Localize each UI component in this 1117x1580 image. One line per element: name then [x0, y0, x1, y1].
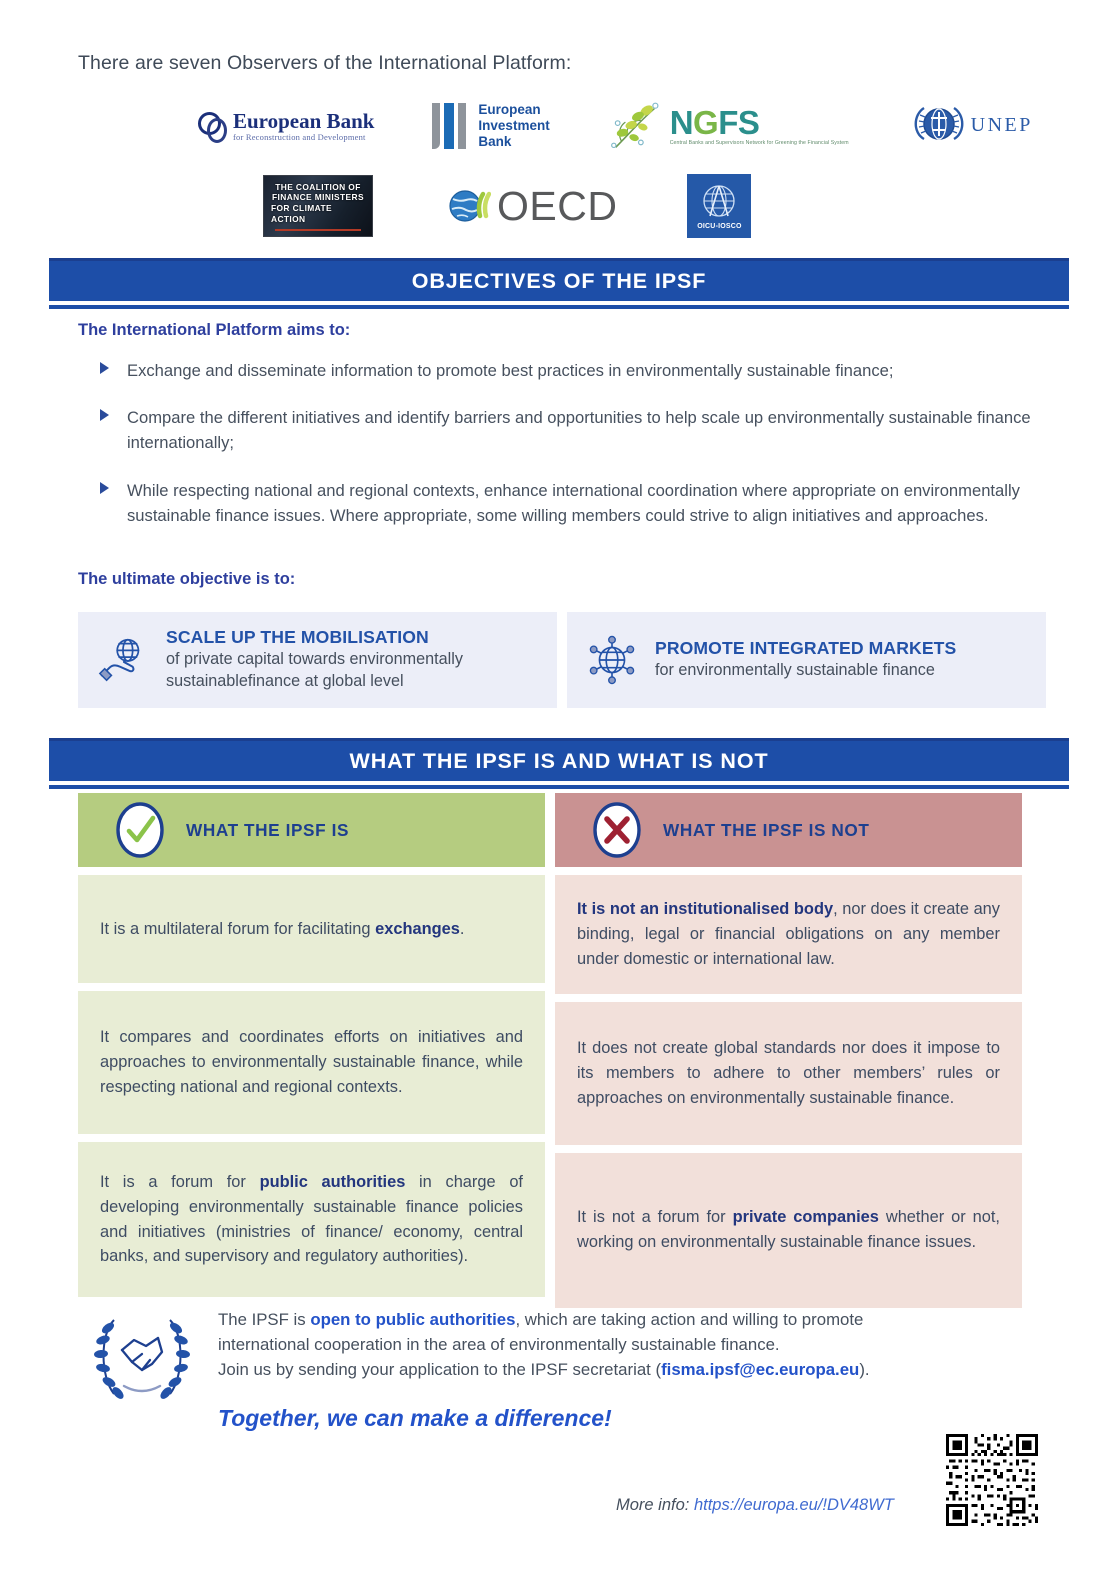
- comparison-table: [78, 793, 1022, 1308]
- objective-card-subtext: of private capital towards environmentally sustainablefinance at global level: [166, 650, 463, 690]
- closing-text-block: [218, 1300, 870, 1432]
- iosco-logo: [687, 174, 751, 238]
- oecd-globe-icon: [443, 182, 491, 230]
- ebrd-subtitle: for Reconstruction and Development: [233, 132, 366, 143]
- handshake-laurel-icon: [88, 1304, 196, 1410]
- comparison-header-is-label: WHAT THE IPSF IS: [186, 819, 350, 840]
- table-row: [555, 1002, 1022, 1145]
- table-row: [555, 1153, 1022, 1308]
- bullet-arrow-icon: [100, 482, 109, 494]
- objectives-banner-title: OBJECTIVES OF THE IPSF: [411, 268, 707, 293]
- table-row: [78, 875, 545, 983]
- comparison-header-is-not-label: WHAT THE IPSF IS NOT: [663, 819, 870, 840]
- coalition-finance-ministers-logo: [263, 175, 373, 237]
- ngfs-letter-g: G: [693, 103, 719, 141]
- closing-line-3-prefix: Join us by sending your application to the IPSF secretariat (: [218, 1359, 662, 1379]
- check-circle-icon: [114, 801, 166, 859]
- qr-code[interactable]: [946, 1434, 1038, 1526]
- closing-line-3: [218, 1358, 870, 1383]
- objectives-bullet-item: [100, 405, 1045, 455]
- objective-card-heading: SCALE UP THE MOBILISATION: [166, 627, 429, 648]
- ngfs-subtitle: Central Banks and Supervisors Network for Greening the Financial System: [669, 139, 849, 146]
- iosco-globe-icon: [698, 182, 740, 222]
- ebrd-title: European Bank: [233, 108, 375, 133]
- closing-line-2: international cooperation in the area of environmentally sustainable finance.: [218, 1334, 780, 1354]
- comparison-column-is: [78, 793, 545, 1308]
- ebrd-mark-icon: [198, 111, 224, 141]
- cell-text-bold: private companies: [732, 1208, 879, 1227]
- comparison-header-is-not: [555, 793, 1022, 867]
- observers-logo-strip: [78, 88, 1038, 244]
- eib-bars-icon: [432, 103, 466, 149]
- ngfs-leaf-icon: [608, 97, 666, 155]
- cell-text-bold: It is not an institutionalised body: [577, 900, 834, 918]
- bullet-arrow-icon: [100, 409, 109, 421]
- eib-line-2: Investment: [478, 118, 550, 134]
- objectives-bullet-item: [100, 478, 1045, 528]
- cell-text-suffix: in charge of developing environmentally sustainable finance policies and initiatives (ministries of finance/ economy, central banks, and supervisory and regulatory authorities).: [100, 1172, 523, 1266]
- coalition-rule: [275, 229, 361, 231]
- iosco-title: OICU-IOSCO: [697, 223, 742, 230]
- more-info-label: More info:: [616, 1496, 694, 1514]
- table-row: [555, 875, 1022, 994]
- hand-holding-globe-icon: [96, 633, 150, 687]
- eib-line-1: European: [478, 102, 541, 118]
- coalition-line-3: FOR CLIMATE ACTION: [271, 203, 332, 224]
- ultimate-objective-lead: The ultimate objective is to:: [78, 570, 296, 588]
- ngfs-letter-n: N: [669, 103, 694, 141]
- comparison-header-is: [78, 793, 545, 867]
- objectives-banner: [49, 258, 1069, 309]
- objective-card-subtext: for environmentally sustainable finance: [655, 661, 935, 680]
- oecd-title: OECD: [497, 182, 618, 229]
- unep-logo: [907, 99, 1033, 153]
- ngfs-logo: [608, 97, 849, 155]
- closing-slogan: Together, we can make a difference!: [218, 1404, 612, 1431]
- objectives-bullet-text: While respecting national and regional contexts, enhance international coordination where appropriate on environmentally sustainable finance issues. Where appropriate, some willing members could strive to align initiatives and approaches.: [127, 480, 1020, 525]
- oecd-logo: [443, 182, 617, 230]
- cross-circle-icon: [591, 801, 643, 859]
- objectives-bullet-item: [100, 358, 1045, 383]
- observers-intro-line: There are seven Observers of the International Platform:: [78, 52, 572, 74]
- objectives-banner-underline: [49, 305, 1069, 309]
- objective-cards: [78, 612, 1046, 708]
- comparison-banner-title: WHAT THE IPSF IS AND WHAT IS NOT: [349, 748, 769, 773]
- objective-card-heading: PROMOTE INTEGRATED MARKETS: [655, 638, 957, 659]
- closing-line-1-prefix: The IPSF is: [218, 1310, 311, 1329]
- table-row: [78, 991, 545, 1134]
- eib-logo: [432, 102, 549, 150]
- cell-text-bold: exchanges: [375, 919, 460, 938]
- cell-text-prefix: It is not a forum for: [577, 1208, 733, 1227]
- objectives-bullet-text: Exchange and disseminate information to promote best practices in environmentally sustainable finance;: [127, 361, 894, 380]
- cell-text-suffix: whether or not, working on environmentally sustainable finance issues.: [577, 1208, 1000, 1252]
- cell-text-bold: public authorities: [259, 1172, 406, 1191]
- unep-emblem-icon: [907, 99, 971, 153]
- ngfs-letters-fs: FS: [718, 103, 760, 141]
- more-info-line: [616, 1496, 894, 1515]
- coalition-line-1: THE COALITION OF: [275, 181, 361, 192]
- cell-text-prefix: It is a forum for: [100, 1172, 260, 1191]
- unep-title: UNEP: [970, 113, 1033, 136]
- closing-block: [88, 1300, 870, 1432]
- globe-network-icon: [585, 633, 639, 687]
- objective-card-scale-up: [78, 612, 557, 708]
- comparison-banner: [49, 738, 1069, 789]
- coalition-line-2: FINANCE MINISTERS: [272, 192, 364, 203]
- table-row: [78, 1142, 545, 1297]
- more-info-url[interactable]: https://europa.eu/!DV48WT: [693, 1496, 894, 1514]
- objective-card-integrated-markets: [567, 612, 1046, 708]
- bullet-arrow-icon: [100, 362, 109, 374]
- ipsf-secretariat-email[interactable]: fisma.ipsf@ec.europa.eu: [661, 1359, 860, 1379]
- objectives-lead: The International Platform aims to:: [78, 321, 351, 339]
- comparison-column-is-not: [555, 793, 1022, 1308]
- cell-text-suffix: .: [459, 919, 465, 938]
- ebrd-logo: [198, 110, 374, 142]
- closing-line-1-suffix: , which are taking action and willing to promote: [515, 1310, 864, 1329]
- cell-text-prefix: It compares and coordinates efforts on initiatives and approaches to environmentally sustainable finance, while respecting national and regional contexts.: [100, 1028, 523, 1096]
- eib-line-3: Bank: [478, 133, 512, 149]
- cell-text-prefix: It does not create global standards nor does it impose to its members to adhere to other members’ rules or approaches on environmentally sustainable finance.: [577, 1038, 1000, 1107]
- closing-line-3-suffix: ).: [859, 1359, 870, 1379]
- comparison-banner-underline: [49, 785, 1069, 789]
- closing-line-1: [218, 1308, 870, 1333]
- cell-text-prefix: It is a multilateral forum for facilitating: [100, 919, 376, 938]
- cell-text-suffix: , nor does it create any binding, legal or financial obligations on any member under domestic or international law.: [577, 900, 1000, 968]
- objectives-bullet-text: Compare the different initiatives and identify barriers and opportunities to help scale up environmentally sustainable finance internationally;: [127, 408, 1031, 453]
- objectives-bullet-list: [100, 358, 1045, 550]
- closing-line-1-bold: open to public authorities: [310, 1310, 516, 1329]
